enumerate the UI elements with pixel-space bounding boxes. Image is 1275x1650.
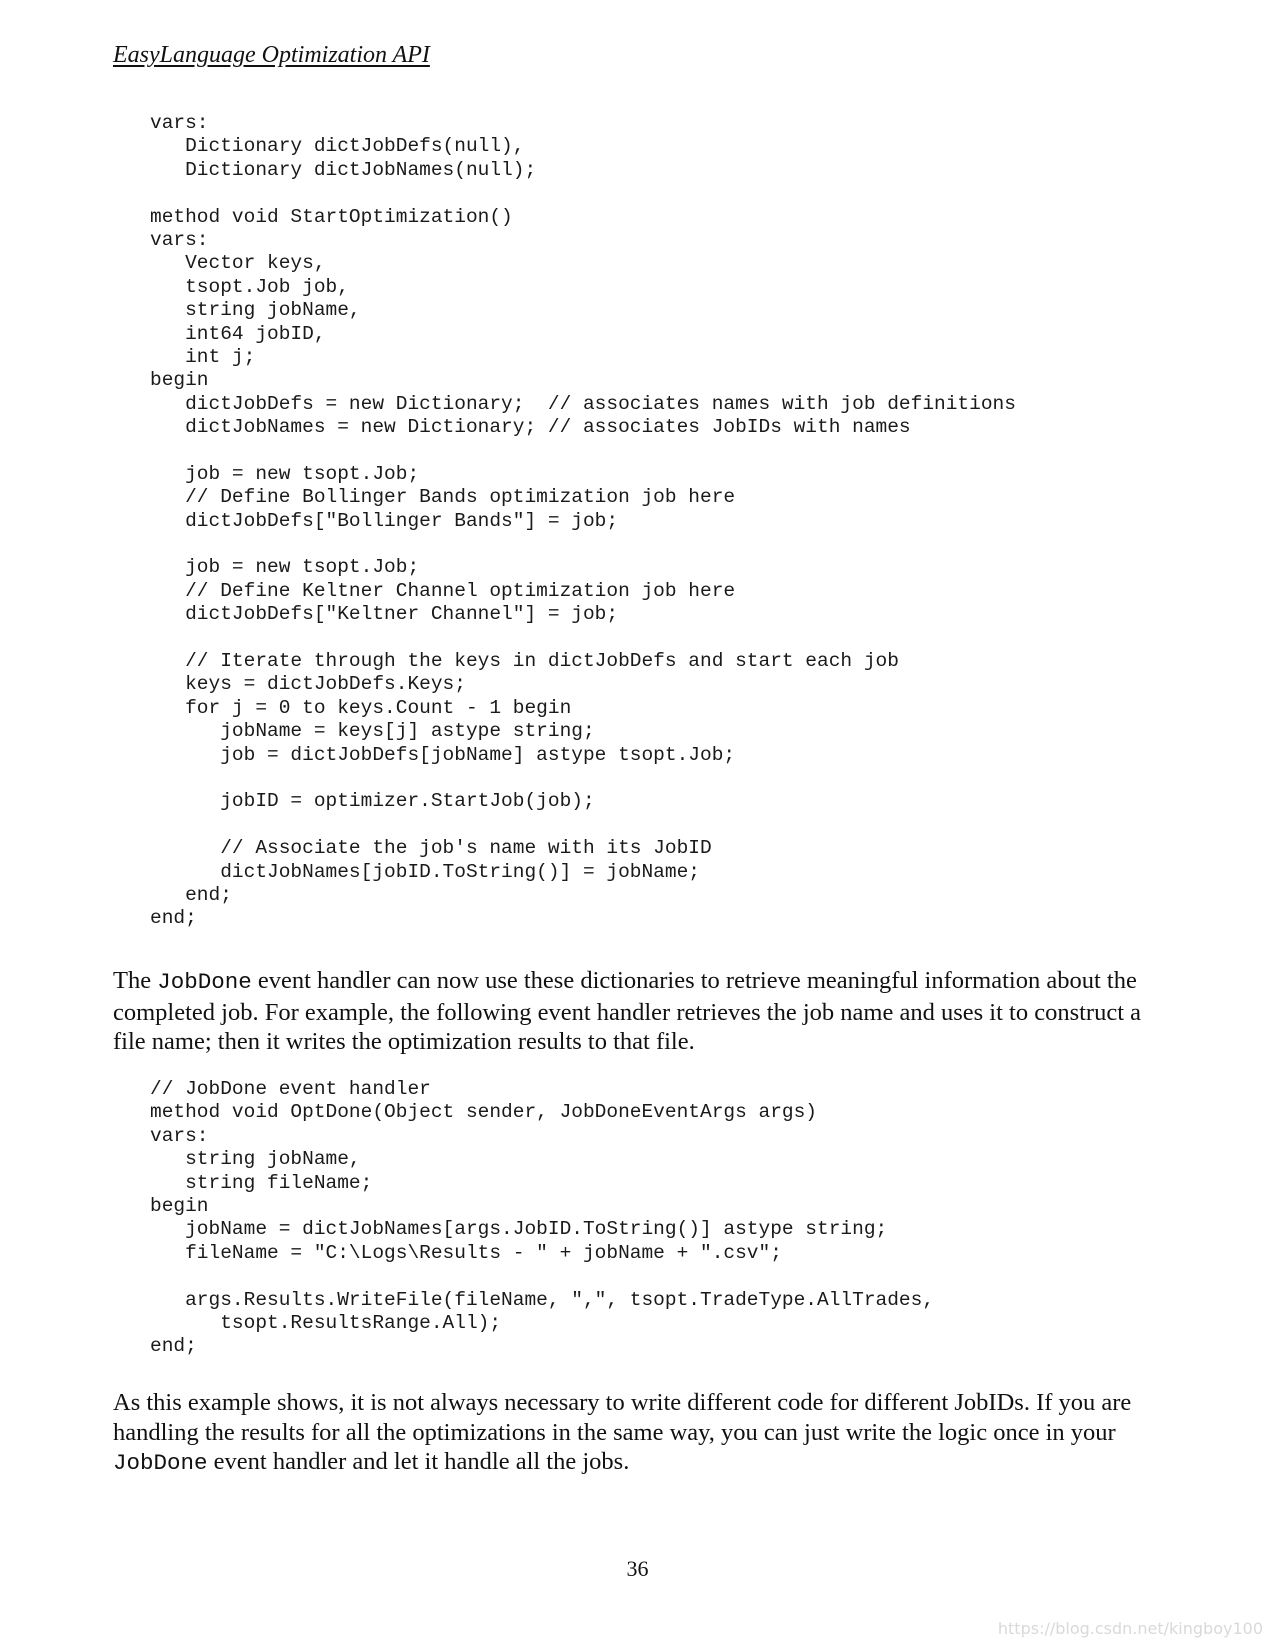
- code-line: begin: [150, 369, 209, 392]
- code-line: Vector keys,: [150, 252, 326, 275]
- code-line: end;: [150, 907, 197, 930]
- code-line: end;: [150, 1335, 197, 1358]
- code-line: [150, 1265, 934, 1288]
- code-line: begin: [150, 1194, 209, 1217]
- code-line: vars:: [150, 112, 209, 134]
- code-line: [150, 533, 1016, 556]
- code-line: method void StartOptimization(): [150, 205, 513, 228]
- code-line: fileName = "C:\Logs\Results - " + jobName + ".csv";: [150, 1241, 782, 1264]
- code-line: // Iterate through the keys in dictJobDefs and start each job: [150, 649, 899, 672]
- code-line: [150, 767, 1016, 790]
- code-line: dictJobDefs["Keltner Channel"] = job;: [150, 603, 619, 626]
- code-line: job = dictJobDefs[jobName] astype tsopt.Job;: [150, 743, 736, 766]
- code-line: // Define Bollinger Bands optimization job here: [150, 486, 736, 509]
- code-line: int j;: [150, 345, 256, 368]
- code-line: [150, 182, 1016, 205]
- code-line: Dictionary dictJobDefs(null),: [150, 135, 525, 158]
- code-line: job = new tsopt.Job;: [150, 556, 420, 579]
- paragraph-text: As this example shows, it is not always necessary to write different code for different JobIDs. If you are handling the results for all the optimizations in the same way, you can just write the logic once in your: [113, 1389, 1132, 1446]
- code-line: vars:: [150, 1124, 209, 1147]
- code-line: // Associate the job's name with its JobID: [150, 837, 712, 860]
- watermark-url: https://blog.csdn.net/kingboy100: [997, 1619, 1263, 1638]
- code-line: job = new tsopt.Job;: [150, 462, 420, 485]
- code-line: [150, 627, 1016, 650]
- code-line: dictJobDefs["Bollinger Bands"] = job;: [150, 509, 619, 532]
- paragraph-example-summary: [113, 1388, 1173, 1479]
- code-line: method void OptDone(Object sender, JobDoneEventArgs args): [150, 1101, 818, 1124]
- code-block-optdone-handler: [150, 1078, 934, 1359]
- inline-code-term: JobDone: [157, 969, 252, 995]
- inline-code-term: JobDone: [113, 1450, 208, 1476]
- page-number: 36: [626, 1556, 649, 1581]
- paragraph-jobdone-intro: [113, 966, 1173, 1057]
- code-line: jobName = dictJobNames[args.JobID.ToString()] astype string;: [150, 1218, 888, 1241]
- code-line: args.Results.WriteFile(fileName, ",", tsopt.TradeType.AllTrades,: [150, 1288, 935, 1311]
- code-line: tsopt.Job job,: [150, 275, 349, 298]
- code-line: for j = 0 to keys.Count - 1 begin: [150, 696, 572, 719]
- paragraph-text: event handler can now use these dictionaries to retrieve meaningful information about the completed job. For example, the following event handler retrieves the job name and uses it to construct a file name; then it writes the optimization results to that file.: [113, 967, 1142, 1055]
- code-line: string fileName;: [150, 1171, 373, 1194]
- code-line: keys = dictJobDefs.Keys;: [150, 673, 466, 696]
- document-header-title: EasyLanguage Optimization API: [113, 42, 430, 68]
- code-line: end;: [150, 883, 232, 906]
- code-line: string jobName,: [150, 1148, 361, 1171]
- paragraph-text: event handler and let it handle all the jobs.: [207, 1448, 630, 1475]
- code-line: tsopt.ResultsRange.All);: [150, 1311, 502, 1334]
- code-line: dictJobDefs = new Dictionary; // associates names with job definitions: [150, 392, 1016, 415]
- code-line: vars:: [150, 228, 209, 251]
- code-line: // Define Keltner Channel optimization job here: [150, 579, 736, 602]
- code-line: int64 jobID,: [150, 322, 326, 345]
- code-line: [150, 814, 1016, 837]
- code-block-start-optimization: [150, 112, 1016, 931]
- code-line: // JobDone event handler: [150, 1078, 431, 1100]
- code-line: dictJobNames = new Dictionary; // associates JobIDs with names: [150, 416, 911, 439]
- paragraph-text: The: [113, 967, 158, 994]
- code-line: Dictionary dictJobNames(null);: [150, 158, 537, 181]
- code-line: [150, 439, 1016, 462]
- code-line: jobName = keys[j] astype string;: [150, 720, 595, 743]
- code-line: dictJobNames[jobID.ToString()] = jobName;: [150, 860, 700, 883]
- code-line: jobID = optimizer.StartJob(job);: [150, 790, 595, 813]
- code-line: string jobName,: [150, 299, 361, 322]
